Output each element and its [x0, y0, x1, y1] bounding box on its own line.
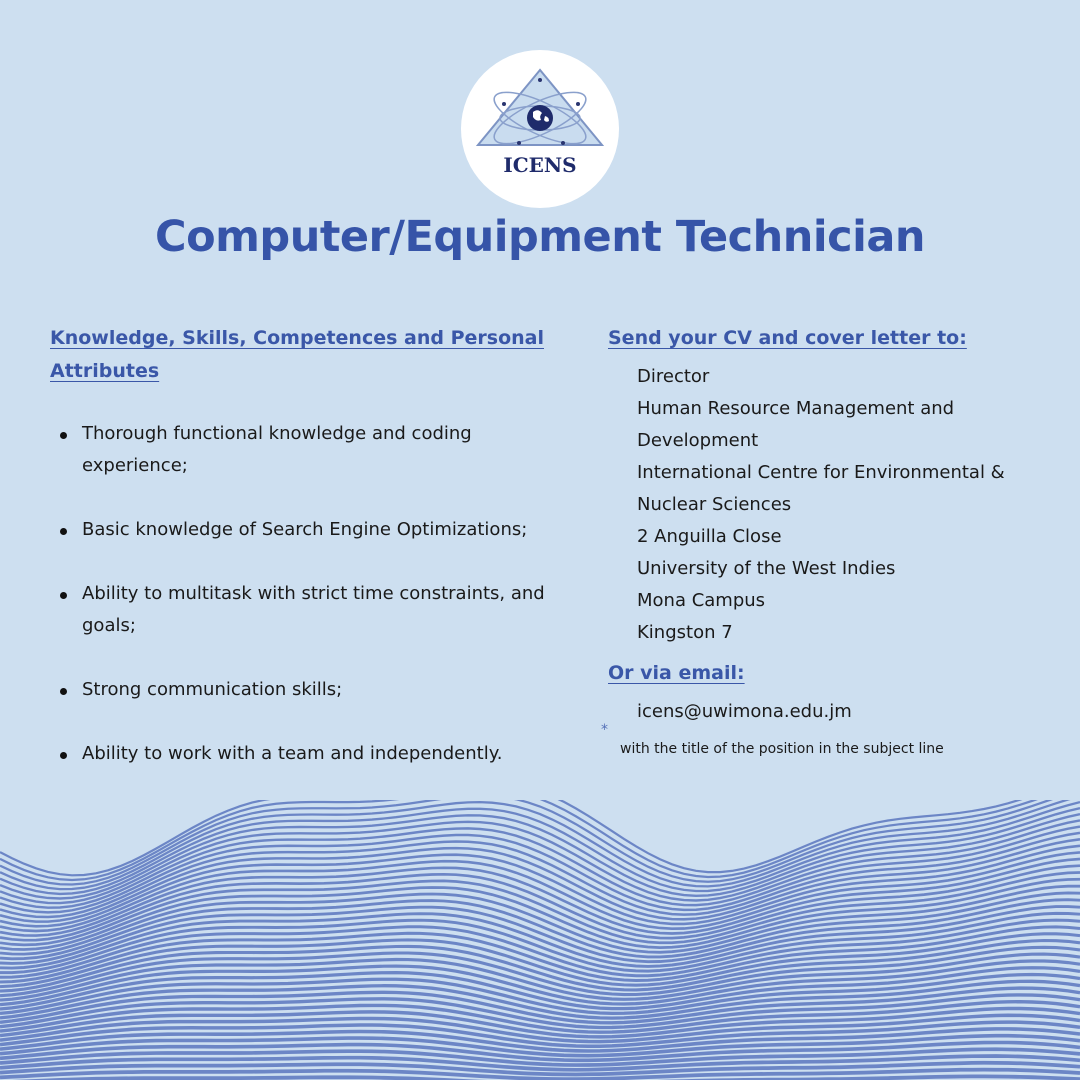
address-line: Development — [637, 430, 759, 451]
email-address: icens@uwimona.edu.jm — [637, 701, 852, 722]
list-item: Ability to work with a team and independently. — [58, 738, 578, 770]
address-line: Human Resource Management and — [637, 398, 955, 419]
icens-logo — [461, 50, 619, 208]
wave-pattern-decoration — [0, 800, 1080, 1080]
atom-triangle-icon — [461, 50, 619, 208]
list-item: Ability to multitask with strict time constraints, and goals; — [58, 578, 578, 642]
page-title: Computer/Equipment Technician — [155, 212, 925, 262]
address-line: Nuclear Sciences — [637, 494, 792, 515]
requirements-list — [58, 418, 578, 802]
address-line: University of the West Indies — [637, 558, 896, 579]
email-heading: Or via email: — [608, 662, 745, 684]
email-subject-note: with the title of the position in the subject line — [620, 741, 944, 757]
address-line: Kingston 7 — [637, 622, 733, 643]
address-line: 2 Anguilla Close — [637, 526, 782, 547]
asterisk-mark: * — [601, 722, 608, 738]
list-item: Strong communication skills; — [58, 674, 578, 706]
list-item: Basic knowledge of Search Engine Optimizations; — [58, 514, 578, 546]
address-line: International Centre for Environmental & — [637, 462, 1005, 483]
mailing-address — [637, 361, 1057, 649]
requirements-heading: Knowledge, Skills, Competences and Personal Attributes — [50, 327, 544, 382]
address-line: Director — [637, 366, 710, 387]
address-line: Mona Campus — [637, 590, 766, 611]
logo-text: ICENS — [503, 153, 577, 177]
application-heading: Send your CV and cover letter to: — [608, 327, 967, 349]
list-item: Thorough functional knowledge and coding experience; — [58, 418, 578, 482]
